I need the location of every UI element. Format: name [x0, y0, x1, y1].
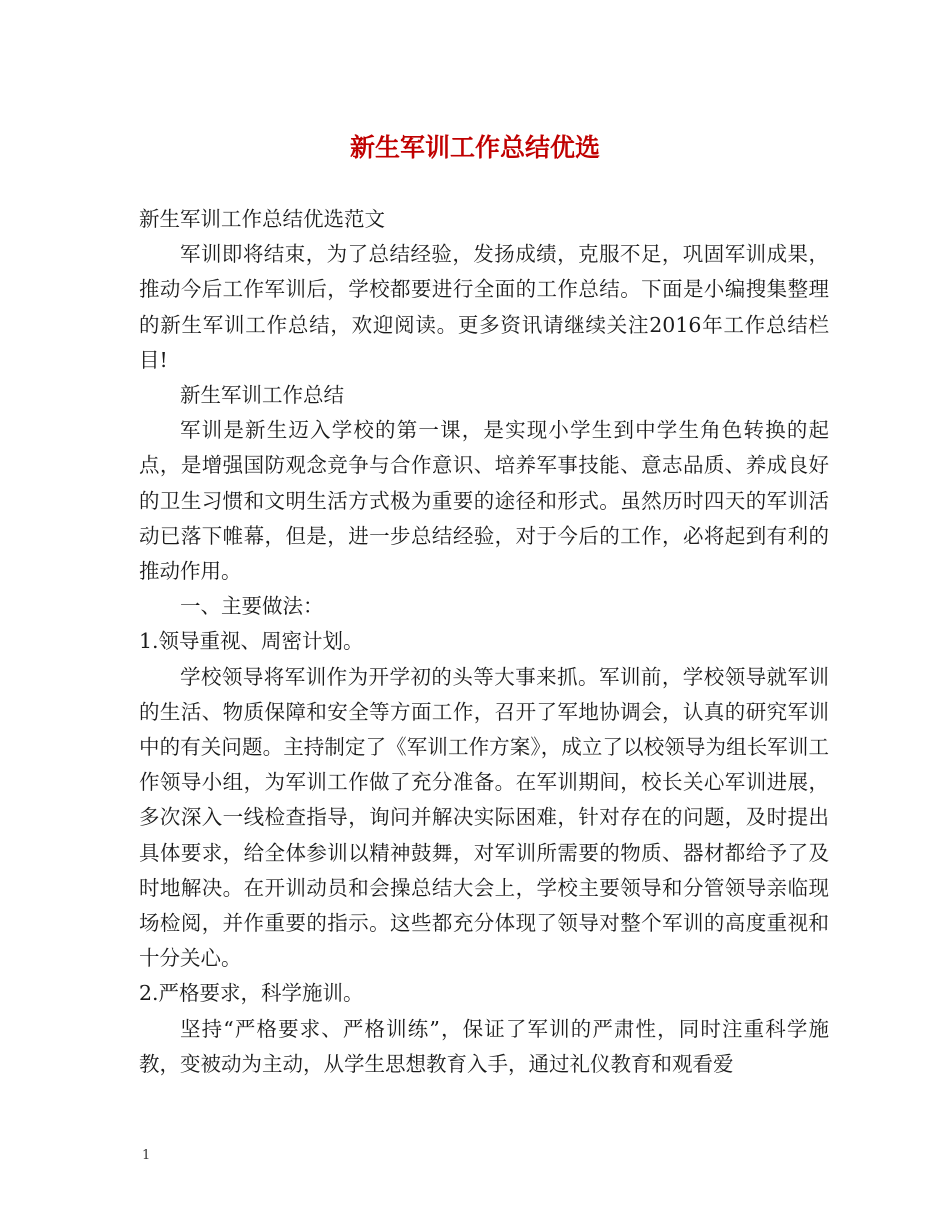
body-paragraph: 坚持“严格要求、严格训练”，保证了军训的严肃性，同时注重科学施教，变被动为主动，从学生思想教育入手，通过礼仪教育和观看爱	[139, 1016, 829, 1076]
subtitle-paragraph: 新生军训工作总结优选范文	[139, 207, 385, 231]
subsection-heading: 2.严格要求，科学施训。	[139, 981, 364, 1006]
subsection-heading: 1.领导重视、周密计划。	[139, 629, 364, 654]
body-paragraph: 学校领导将军训作为开学初的头等大事来抓。军训前，学校领导就军训的生活、物质保障和安全等方面工作，召开了军地协调会，认真的研究军训中的有关问题。主持制定了《军训工作方案》，成立了以校领导为组长军训工作领导小组，为军训工作做了充分准备。在军训期间，校长关心军训进展，多次深入一线检查指导，询问并解决实际困难，针对存在的问题，及时提出具体要求，给全体参训以精神鼓舞，对军训所需要的物质、器材都给予了及时地解决。在开训动员和会操总结大会上，学校主要领导和分管领导亲临现场检阅，并作重要的指示。这些都充分体现了领导对整个军训的高度重视和十分关心。	[139, 664, 829, 971]
body-paragraph: 军训是新生迈入学校的第一课，是实现小学生到中学生角色转换的起点，是增强国防观念竞争与合作意识、培养军事技能、意志品质、养成良好的卫生习惯和文明生活方式极为重要的途径和形式。虽然历时四天的军训活动已落下帷幕，但是，进一步总结经验，对于今后的工作，必将起到有利的推动作用。	[139, 418, 829, 584]
document-title: 新生军训工作总结优选	[349, 133, 600, 162]
section-heading: 一、主要做法：	[180, 594, 324, 619]
document-body	[139, 202, 829, 1082]
body-paragraph: 军训即将结束，为了总结经验，发扬成绩，克服不足，巩固军训成果，推动今后工作军训后，学校都要进行全面的工作总结。下面是小编搜集整理的新生军训工作总结，欢迎阅读。更多资讯请继续关注2016年工作总结栏目!	[139, 242, 829, 372]
page-number: 1	[142, 1148, 151, 1163]
section-heading: 新生军训工作总结	[180, 383, 344, 408]
